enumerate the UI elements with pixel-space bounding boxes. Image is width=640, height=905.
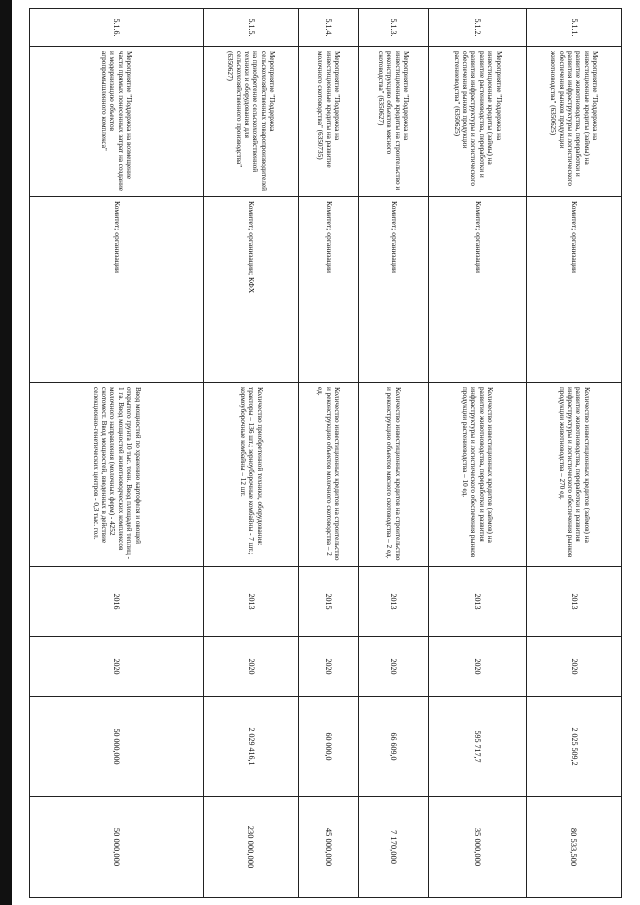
end-year: 2020 (30, 637, 204, 697)
row-number: 5.1.5. (204, 9, 299, 47)
value-1: 66 609,0 (359, 697, 429, 797)
expected-result: Ввод мощностей по хранению картофеля и овощей открытого грунта 10 тыс. тонн. Ввод площадей теплиц - 1 га. Ввод мощностей животноводческих комплексов молочного направления (молочных ферм) - 4252 скотомест. Ввод мощностей, введенных в действие селекционно-генетических центров - 0,3 тыс. гол. (30, 383, 204, 567)
end-year: 2020 (299, 637, 359, 697)
executor: Комитет; организации (299, 197, 359, 383)
document-page (14, 0, 640, 905)
start-year: 2013 (429, 567, 527, 637)
expected-result: Количество инвестиционных кредитов на строительство и реконструкцию объектов молочного скотоводства – 2 ед. (299, 383, 359, 567)
table-row (204, 9, 299, 898)
expected-result: Количество приобретенной техники, оборудования: тракторы – 136 шт.; зерноуборочные комбайны - 7 шт.; кормоуборочные комбайны – 12 шт. (204, 383, 299, 567)
row-number: 5.1.6. (30, 9, 204, 47)
value-1: 60 000,0 (299, 697, 359, 797)
measure-name: Мероприятие "Поддержка сельскохозяйственных товаропроизводителей на приобретение сельскохозяйственной техники и оборудования для сельскохозяйственного производства" (6350627) (204, 47, 299, 197)
start-year: 2013 (527, 567, 622, 637)
table-row (429, 9, 527, 898)
row-number: 5.1.2. (429, 9, 527, 47)
value-1: 2 025 509,2 (527, 697, 622, 797)
end-year: 2020 (204, 637, 299, 697)
value-1: 595 717,7 (429, 697, 527, 797)
expected-result: Количество инвестиционных кредитов (займов) на развитие животноводства, переработки и развития инфраструктуры и логистического обеспечения рынков продукции растениеводства – 10 ед. (429, 383, 527, 567)
row-number: 5.1.4. (299, 9, 359, 47)
executor: Комитет; организации (30, 197, 204, 383)
measure-name: Мероприятие "Поддержка на инвестиционные кредиты (займы) на развитие растениеводства, переработки и развития инфраструктуры и логистического обеспечения рынков продукции растениеводства" (6350625) (429, 47, 527, 197)
row-number: 5.1.1. (527, 9, 622, 47)
rotated-table-container (30, 8, 622, 897)
value-1: 2 029 416,1 (204, 697, 299, 797)
expected-result: Количество инвестиционных кредитов (займов) на развитие животноводства, переработки и развития инфраструктуры и логистического обеспечения рынков продукции животноводства – 270 ед. (527, 383, 622, 567)
measure-name: Мероприятие "Поддержка на инвестиционные кредиты на строительство и реконструкцию объектов мясного скотоводства" (6350627) (359, 47, 429, 197)
value-1: 50 000,000 (30, 697, 204, 797)
end-year: 2020 (429, 637, 527, 697)
executor: Комитет; организации (429, 197, 527, 383)
scan-edge-bar (0, 0, 12, 905)
start-year: 2015 (299, 567, 359, 637)
end-year: 2020 (359, 637, 429, 697)
value-2: 7 170,000 (359, 797, 429, 898)
value-2: 80 533,500 (527, 797, 622, 898)
measure-name: Мероприятие "Поддержка на возмещение части прямых понесенных затрат на создание и модернизацию объектов агропромышленного комплекса" (30, 47, 204, 197)
start-year: 2013 (204, 567, 299, 637)
start-year: 2016 (30, 567, 204, 637)
row-number: 5.1.3. (359, 9, 429, 47)
table-row (527, 9, 622, 898)
executor: Комитет; организации (359, 197, 429, 383)
measure-name: Мероприятие "Поддержка на инвестиционные кредиты (займы) на развитие животноводства, переработки и развития инфраструктуры и логистического обеспечения рынков продукции животноводства" (6350625) (527, 47, 622, 197)
expected-result: Количество инвестиционных кредитов на строительство и реконструкцию объектов мясного скотоводства – 2 ед. (359, 383, 429, 567)
table-row (299, 9, 359, 898)
table-row (30, 9, 204, 898)
executor: Комитет; организации (527, 197, 622, 383)
value-2: 230 000,000 (204, 797, 299, 898)
program-measures-table (29, 8, 622, 898)
executor: Комитет; организации; КФХ (204, 197, 299, 383)
table-row (359, 9, 429, 898)
end-year: 2020 (527, 637, 622, 697)
value-2: 45 000,000 (299, 797, 359, 898)
measure-name: Мероприятие "Поддержка на инвестиционные кредиты на развитие молочного скотоводства" (6350735) (299, 47, 359, 197)
start-year: 2013 (359, 567, 429, 637)
value-2: 50 000,000 (30, 797, 204, 898)
value-2: 35 000,000 (429, 797, 527, 898)
